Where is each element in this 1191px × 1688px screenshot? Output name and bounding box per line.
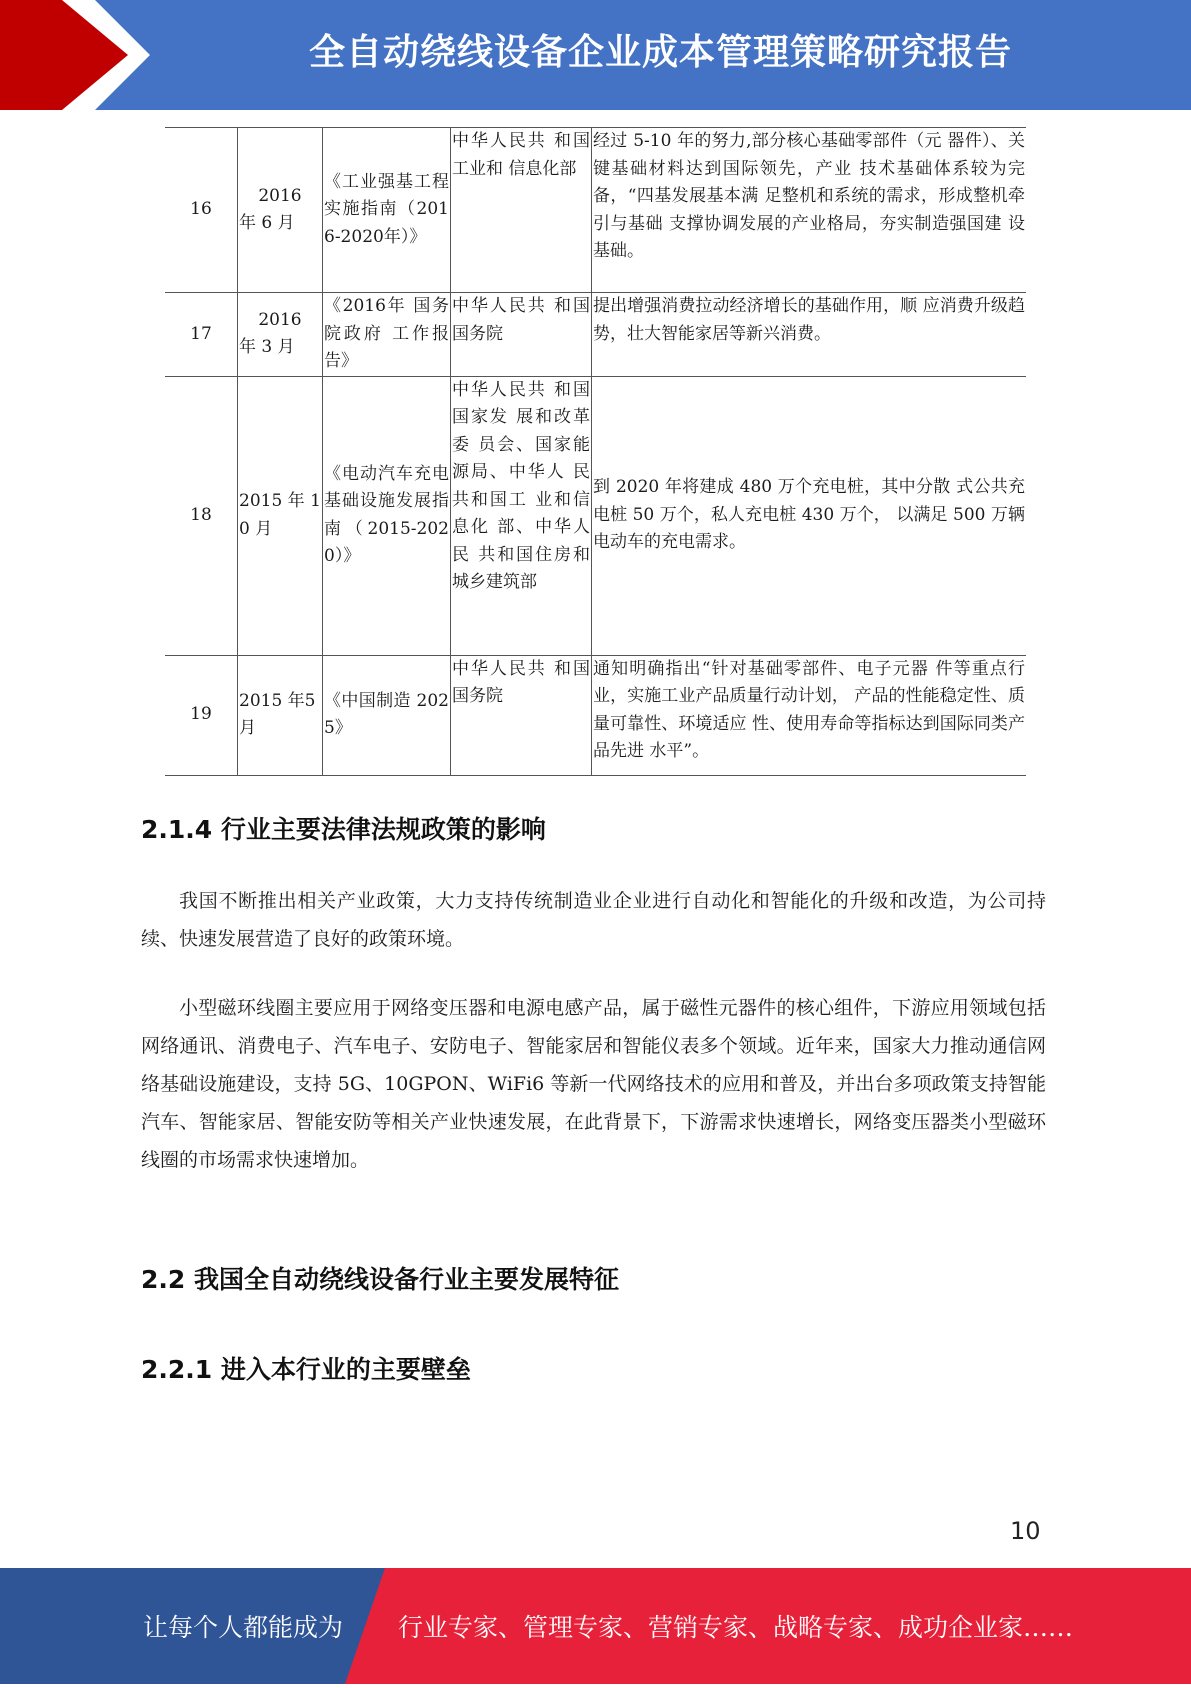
row-department: 中华人民共 和国工业和 信息化部: [451, 128, 592, 293]
table-row: [165, 128, 1026, 293]
section-heading-2-1-4: 2.1.4 行业主要法律法规政策的影响: [141, 815, 546, 844]
row-policy-title: 《电动汽车充电基础设施发展指南（2015-2020）》: [323, 376, 451, 655]
row-number: 16: [165, 128, 238, 293]
row-policy-title: 《中国制造 2025》: [323, 655, 451, 775]
report-title: 全自动绕线设备企业成本管理策略研究报告: [308, 32, 1012, 73]
row-department: 中华人民共 和国国家发 展和改革委 员会、国家能 源局、中华人 民共和国工 业和信息化 部、中华人民 共和国住房和城乡建筑部: [451, 376, 592, 655]
row-date-year: 2016: [258, 309, 302, 330]
row-date-month: 年 6 月: [239, 213, 295, 233]
row-content: 通知明确指出“针对基础零部件、电子元器 件等重点行业，实施工业产品质量行动计划， 产品的性能稳定性、质量可靠性、环境适应 性、使用寿命等指标达到国际同类产品先进 水平”。: [592, 655, 1027, 775]
row-date: 2015 年5月: [238, 655, 323, 775]
row-date: [238, 293, 323, 377]
row-content: 经过 5-10 年的努力,部分核心基础零部件（元 器件）、关键基础材料达到国际领先，产业 技术基础体系较为完备，“四基发展基本满 足整机和系统的需求，形成整机牵引与基础 支撑协调发展的产业格局，夯实制造强国建 设基础。: [592, 128, 1027, 293]
row-number: 19: [165, 655, 238, 775]
row-content: 提出增强消费拉动经济增长的基础作用，顺 应消费升级趋势，壮大智能家居等新兴消费。: [592, 293, 1027, 377]
row-date: [238, 128, 323, 293]
row-department: 中华人民共 和国国务院: [451, 655, 592, 775]
row-date-year: 2016: [258, 185, 302, 206]
row-content: 到 2020 年将建成 480 万个充电桩，其中分散 式公共充电桩 50 万个，私人充电桩 430 万个， 以满足 500 万辆电动车的充电需求。: [592, 376, 1027, 655]
policy-table: [165, 127, 1026, 776]
header-arrow-decoration: [0, 0, 160, 110]
table-row: [165, 376, 1026, 655]
footer-slogan-right: 行业专家、管理专家、营销专家、战略专家、成功企业家……: [398, 1613, 1074, 1642]
table-row: [165, 293, 1026, 377]
page-number: 10: [1010, 1517, 1041, 1545]
footer-slogan-left: 让每个人都能成为: [143, 1613, 344, 1642]
row-number: 17: [165, 293, 238, 377]
row-date-month: 年 3 月: [239, 337, 295, 358]
paragraph: 我国不断推出相关产业政策，大力支持传统制造业企业进行自动化和智能化的升级和改造，为公司持续、快速发展营造了良好的政策环境。: [141, 890, 1046, 950]
page-footer: [0, 1568, 1191, 1684]
table-row: [165, 655, 1026, 775]
row-date: 2015 年 10 月: [238, 376, 323, 655]
page-header: [0, 0, 1191, 110]
section-heading-2-2: 2.2 我国全自动绕线设备行业主要发展特征: [141, 1265, 619, 1294]
row-policy-title: 《2016年 国务院政府 工作报告》: [323, 293, 451, 377]
row-department: 中华人民共 和国国务院: [451, 293, 592, 377]
row-policy-title: 《工业强基工程实施指南（2016-2020年）》: [323, 128, 451, 293]
section-heading-2-2-1: 2.2.1 进入本行业的主要壁垒: [141, 1355, 471, 1384]
paragraph: 小型磁环线圈主要应用于网络变压器和电源电感产品，属于磁性元器件的核心组件，下游应用领域包括网络通讯、消费电子、汽车电子、安防电子、智能家居和智能仪表多个领域。近年来，国家大力推动通信网络基础设施建设，支持 5G、10GPON、WiFi6 等新一代网络技术的应用和普及，并出台多项政策支持智能汽车、智能家居、智能安防等相关产业快速发展，在此背景下，下游需求快速增长，网络变压器类小型磁环线圈的市场需求快速增加。: [141, 997, 1046, 1171]
row-number: 18: [165, 376, 238, 655]
